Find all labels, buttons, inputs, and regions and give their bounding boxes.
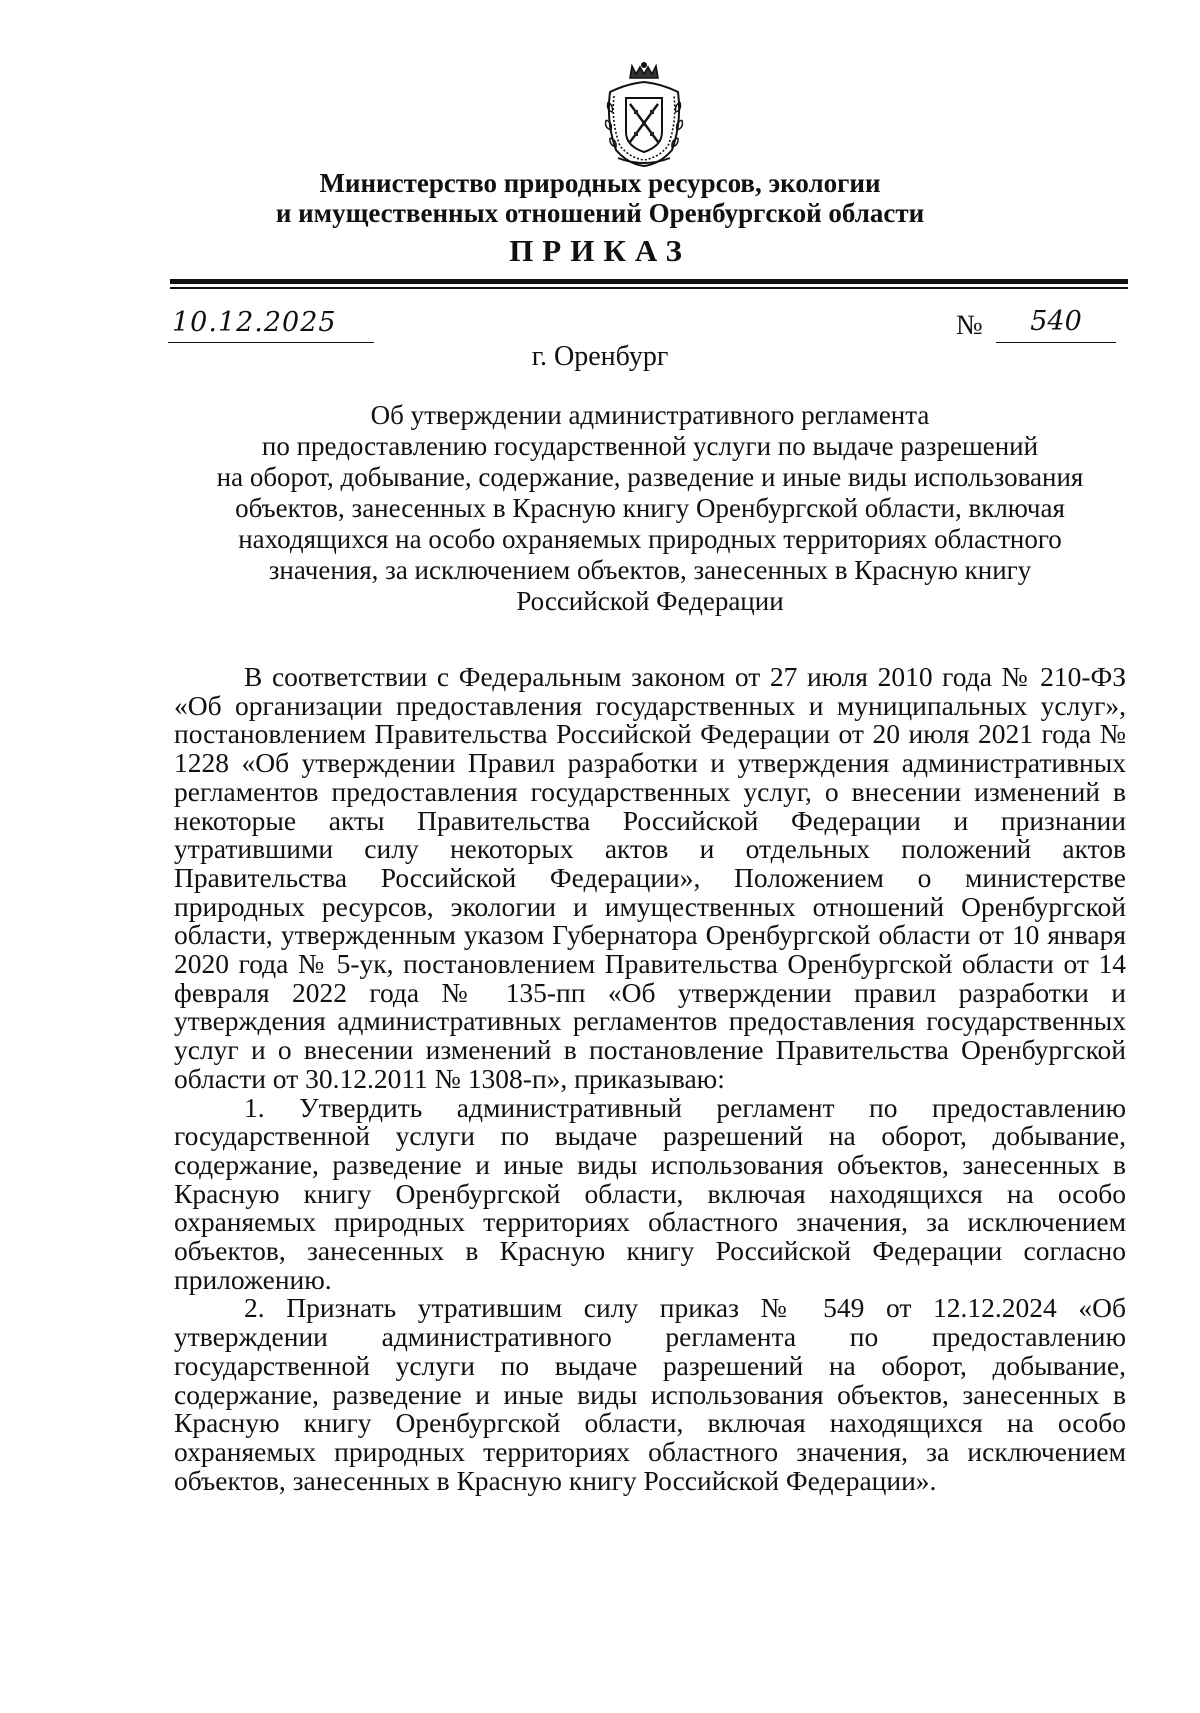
order-item-1: 1. Утвердить административный регламент по предоставлению государственной услуги по выдаче разрешений на оборот, добывание, содержание, разведение и иные виды использования объектов, занесенных в Красную книгу Оренбургской области, включая находящихся на особо охраняемых природных территориях областного значения, за исключением объектов, занесенных в Красную книгу Российской Федерации согласно приложению. <box>174 1091 1126 1295</box>
order-body <box>174 663 1126 1495</box>
document-type: ПРИКАЗ <box>509 233 691 268</box>
handwritten-number: 540 <box>996 305 1116 343</box>
title-line: по предоставлению государственной услуги по выдаче разрешений <box>261 431 1039 461</box>
title-line: Об утверждении административного регламента <box>370 400 930 430</box>
title-line: находящихся на особо охраняемых природных территориях областного <box>238 524 1062 554</box>
city: г. Оренбург <box>531 341 669 372</box>
orenburg-coat-of-arms-icon <box>602 62 686 168</box>
ministry-name <box>100 168 1100 228</box>
title-line: на оборот, добывание, содержание, разведение и иные виды использования <box>216 462 1084 492</box>
header-rule-thick <box>170 279 1128 284</box>
preamble-paragraph: В соответствии с Федеральным законом от 27 июля 2010 года № 210-ФЗ «Об организации предоставления государственных и муниципальных услуг», постановлением Правительства Российской Федерации от 20 июля 2021 года № 1228 «Об утверждении Правил разработки и утверждения административных регламентов предоставления государственных услуг, о внесении изменений в некоторые акты Правительства Российской Федерации и признании утратившими силу некоторых актов и отдельных положений актов Правительства Российской Федерации», Положением о министерстве природных ресурсов, экологии и имущественных отношений Оренбургской области, утвержденным указом Губернатора Оренбургской области от 10 января 2020 года № 5-ук, постановлением Правительства Оренбургской области от 14 февраля 2022 года № 135-пп «Об утверждении правил разработки и утверждения административных регламентов предоставления государственных услуг и о внесении изменений в постановление Правительства Оренбургской области от 30.12.2011 № 1308-п», приказываю: <box>174 661 1126 1094</box>
ministry-line-2: и имущественных отношений Оренбургской области <box>275 198 925 228</box>
header-rule-thin <box>170 287 1128 289</box>
number-label: № <box>956 310 983 341</box>
title-line: объектов, занесенных в Красную книгу Оренбургской области, включая <box>235 493 1065 523</box>
title-line: Российской Федерации <box>516 586 784 616</box>
title-line: значения, за исключением объектов, занесенных в Красную книгу <box>268 555 1032 585</box>
handwritten-date: 10.12.2025 <box>168 305 374 343</box>
ministry-line-1: Министерство природных ресурсов, экологии <box>319 168 881 198</box>
order-item-2: 2. Признать утратившим силу приказ № 549 от 12.12.2024 «Об утверждении административного регламента по предоставлению государственной услуги по выдаче разрешений на оборот, добывание, содержание, разведение и иные виды использования объектов, занесенных в Красную книгу Оренбургской области, включая находящихся на особо охраняемых природных территориях областного значения, за исключением объектов, занесенных в Красную книгу Российской Федерации». <box>174 1292 1126 1496</box>
order-title <box>150 400 1150 617</box>
